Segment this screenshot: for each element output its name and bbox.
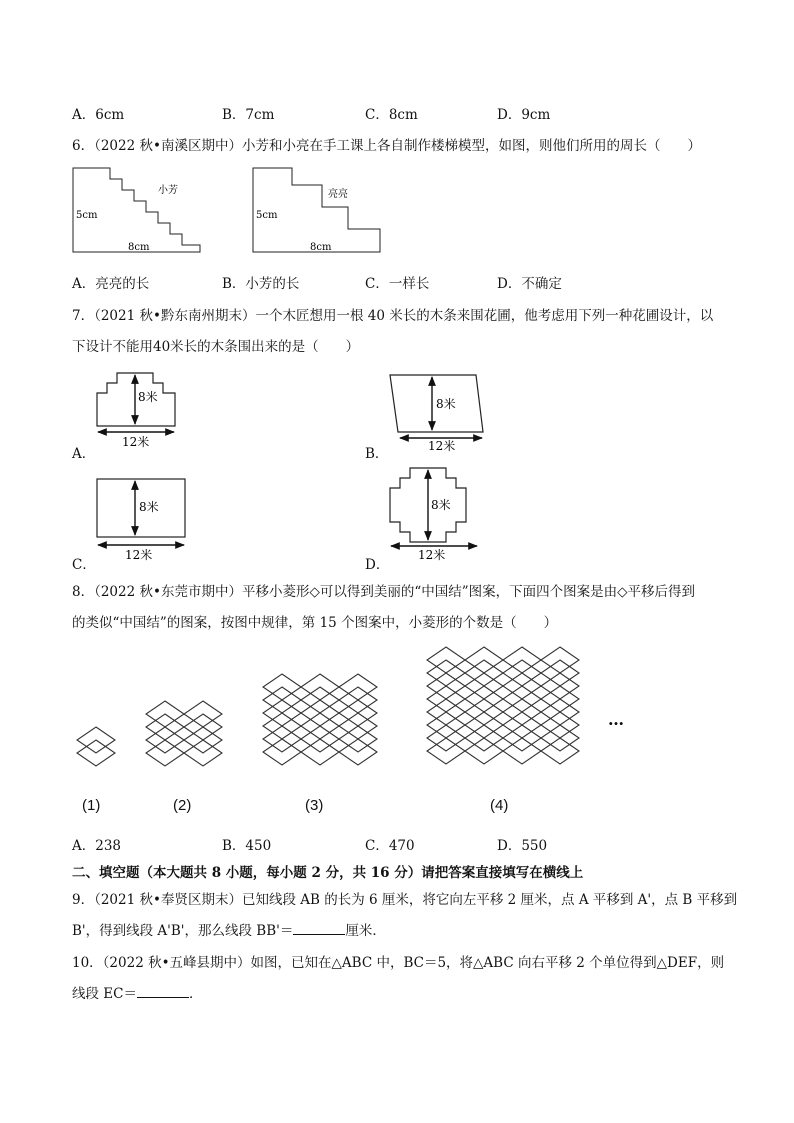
q6-stem: 6．（2022 秋•南溪区期中）小芳和小亮在手工课上各自制作楼梯模型，如图，则他们所用的周长（ ） <box>72 138 701 154</box>
q6-left-height: 5cm <box>76 210 98 221</box>
q7-stem-line2: 下设计不能用40米长的木条围出来的是（ ） <box>72 339 360 355</box>
q8-label-3: (3) <box>305 797 324 814</box>
q8-pattern-3 <box>262 673 382 781</box>
q8-stem-line2: 的类似“中国结”的图案，按图中规律，第 15 个图案中，小菱形的个数是（ ） <box>72 615 558 631</box>
q9-line2-pre: B'，得到线段 A'B'，那么线段 BB'＝ <box>72 923 294 939</box>
q7-figure-b <box>388 372 488 452</box>
q7-a-width: 12米 <box>122 435 150 449</box>
q6-staircase-right <box>250 165 390 257</box>
q7-option-a-letter: A． <box>72 446 96 462</box>
q5-option-a: A．6cm <box>72 107 125 123</box>
q7-b-width: 12米 <box>428 439 456 453</box>
q7-stem-line1: 7．（2021 秋•黔东南州期末）一个木匠想用一根 40 米长的木条来围花圃，他考虑用下列一种花圃设计，以 <box>72 308 714 324</box>
q6-option-a: A．亮亮的长 <box>72 276 150 292</box>
q8-pattern-1 <box>76 726 116 778</box>
q5-option-d: D．9cm <box>497 107 551 123</box>
q8-option-c: C．470 <box>365 838 415 854</box>
q6-left-name: 小芳 <box>158 185 178 196</box>
q9-line1: 9．（2021 秋•奉贤区期末）已知线段 AB 的长为 6 厘米，将它向左平移 2 厘米，点 A 平移到 A'，点 B 平移到 <box>72 892 738 908</box>
q8-option-a: A．238 <box>72 838 122 854</box>
q7-c-width: 12米 <box>125 548 153 562</box>
q7-a-height: 8米 <box>138 390 158 404</box>
q7-b-height: 8米 <box>436 397 456 411</box>
q7-option-b-letter: B． <box>365 446 389 462</box>
q8-pattern-4 <box>426 646 586 782</box>
section2-heading: 二、填空题（本大题共 8 小题，每小题 2 分，共 16 分）请把答案直接填写在横线上 <box>72 865 584 881</box>
q8-option-d: D．550 <box>497 838 548 854</box>
q8-label-4: (4) <box>490 797 509 814</box>
q9-line2-post: 厘米． <box>345 923 386 939</box>
q7-d-height: 8米 <box>431 498 451 512</box>
q6-right-height: 5cm <box>256 210 278 221</box>
q10-line2-pre: 线段 EC＝ <box>72 986 137 1002</box>
q7-figure-a <box>95 368 185 448</box>
q6-option-c: C．一样长 <box>365 276 430 292</box>
q9-answer-blank[interactable] <box>293 922 345 935</box>
q8-ellipsis: … <box>608 710 624 729</box>
q7-figure-c <box>95 477 190 563</box>
q7-c-height: 8米 <box>139 500 159 514</box>
q7-d-width: 12米 <box>418 548 446 562</box>
q10-line2-post: ． <box>188 986 203 1002</box>
q9-line2 <box>72 919 386 939</box>
q8-pattern-2 <box>145 700 225 780</box>
q6-left-width: 8cm <box>128 242 150 253</box>
q7-option-d-letter: D． <box>365 557 390 573</box>
q10-answer-blank[interactable] <box>137 985 189 998</box>
q6-right-width: 8cm <box>310 242 332 253</box>
q8-label-2: (2) <box>173 797 192 814</box>
q7-option-c-letter: C． <box>72 557 96 573</box>
q5-option-c: C．8cm <box>365 107 418 123</box>
q7-figure-d <box>388 466 483 564</box>
q8-stem-line1: 8．（2022 秋•东莞市期中）平移小菱形◇可以得到美丽的“中国结”图案，下面四个图案是由◇平移后得到 <box>72 584 696 600</box>
q6-option-d: D．不确定 <box>497 276 562 292</box>
q10-line1: 10．（2022 秋•五峰县期中）如图，已知在△ABC 中，BC＝5，将△ABC 向右平移 2 个单位得到△DEF，则 <box>72 955 725 971</box>
q8-option-b: B．450 <box>222 838 272 854</box>
q8-label-1: (1) <box>82 797 101 814</box>
q6-right-name: 亮亮 <box>328 189 348 200</box>
q6-option-b: B．小芳的长 <box>222 276 300 292</box>
q6-staircase-left <box>70 165 210 257</box>
q10-line2 <box>72 982 202 1002</box>
q5-option-b: B．7cm <box>222 107 275 123</box>
